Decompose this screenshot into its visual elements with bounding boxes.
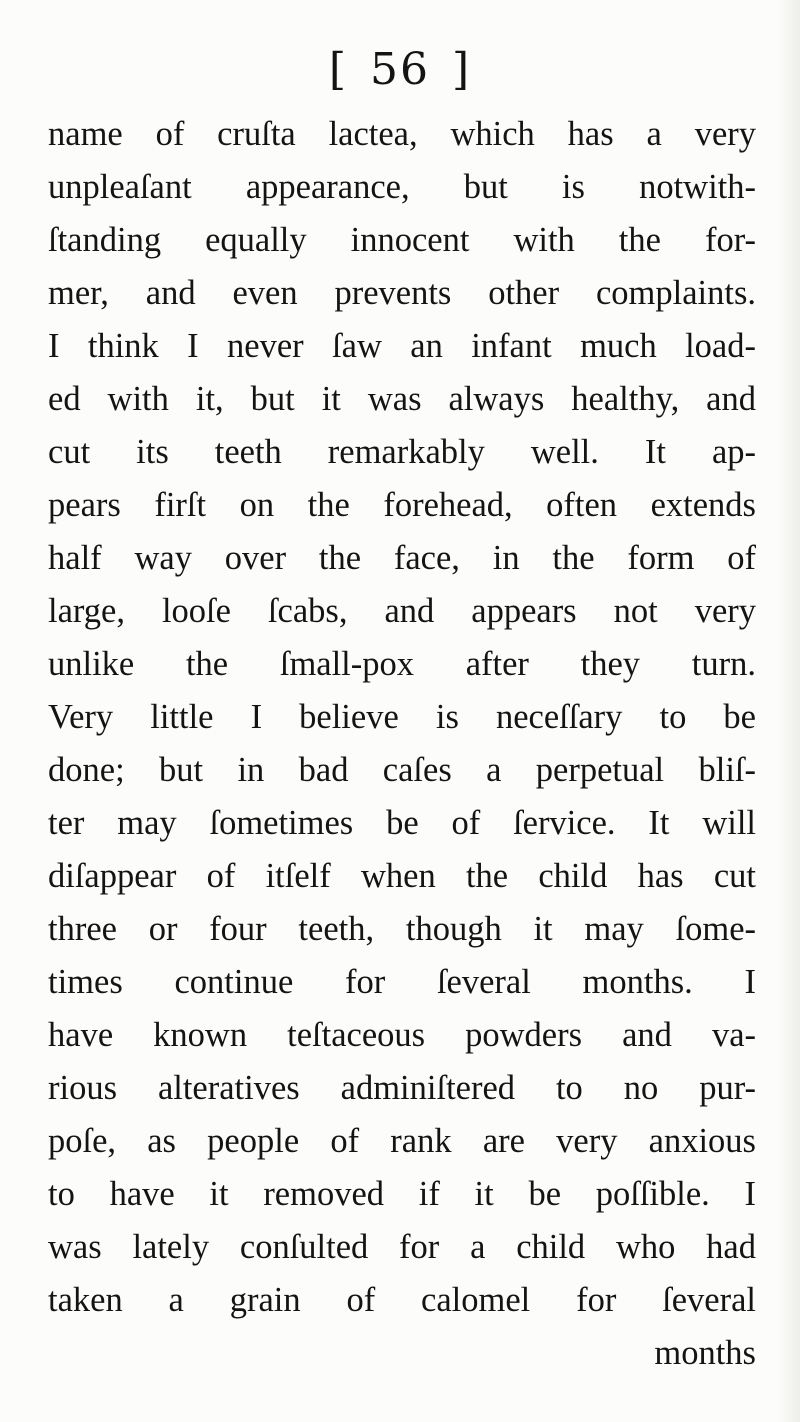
text-line: rious alteratives adminiſtered to no pur- — [48, 1069, 756, 1107]
text-line: unpleaſant appearance, but is notwith- — [48, 168, 756, 206]
text-line: mer, and even prevents other complaints. — [48, 274, 756, 312]
text-line: was lately conſulted for a child who had — [48, 1228, 756, 1266]
text-line: done; but in bad caſes a perpetual bliſ- — [48, 751, 756, 789]
text-line: Very little I believe is neceſſary to be — [48, 698, 756, 736]
text-line: have known teſtaceous powders and va- — [48, 1016, 756, 1054]
body-text — [48, 108, 756, 1380]
text-line: ter may ſometimes be of ſervice. It will — [48, 804, 756, 842]
page-edge-shadow — [778, 0, 800, 1422]
text-line: ſtanding equally innocent with the for- — [48, 221, 756, 259]
page-number-close-bracket: ] — [452, 44, 472, 95]
catchword: months — [654, 1334, 756, 1372]
text-line: to have it removed if it be poſſible. I — [48, 1175, 756, 1213]
text-line: name of cruſta lactea, which has a very — [48, 115, 756, 153]
text-line: I think I never ſaw an infant much load- — [48, 327, 756, 365]
text-line: diſappear of itſelf when the child has cut — [48, 857, 756, 895]
text-line: times continue for ſeveral months. I — [48, 963, 756, 1001]
text-line: poſe, as people of rank are very anxious — [48, 1122, 756, 1160]
text-line: large, looſe ſcabs, and appears not very — [48, 592, 756, 630]
page-number-open-bracket: [ — [328, 44, 348, 95]
text-line: half way over the face, in the form of — [48, 539, 756, 577]
text-line: taken a grain of calomel for ſeveral — [48, 1281, 756, 1319]
text-line: unlike the ſmall-pox after they turn. — [48, 645, 756, 683]
page-number-value: 56 — [370, 44, 430, 95]
text-line: cut its teeth remarkably well. It ap- — [48, 433, 756, 471]
text-line: pears firſt on the forehead, often extends — [48, 486, 756, 524]
page-number — [0, 44, 800, 95]
text-line: three or four teeth, though it may ſome- — [48, 910, 756, 948]
text-line: ed with it, but it was always healthy, and — [48, 380, 756, 418]
